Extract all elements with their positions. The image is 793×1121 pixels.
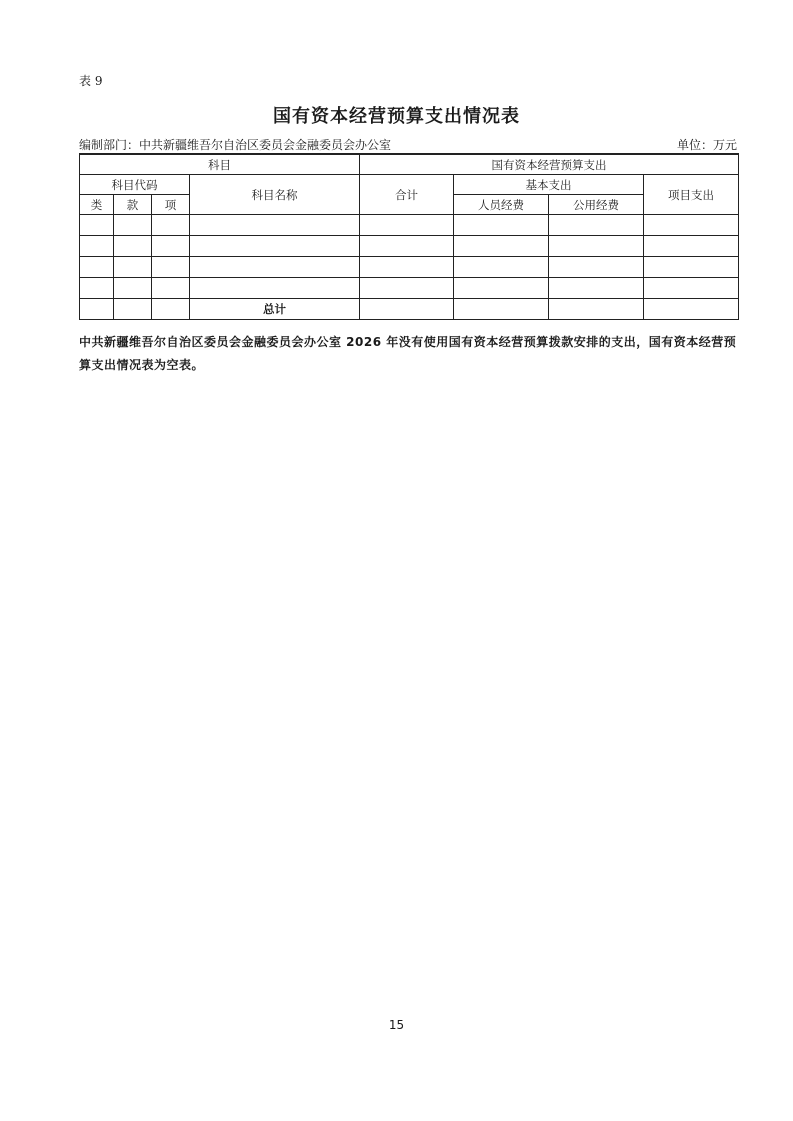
table-cell (549, 299, 644, 320)
table-cell (549, 236, 644, 257)
table-cell (152, 215, 190, 236)
table-row (80, 278, 739, 299)
table-cell (360, 236, 454, 257)
table-cell (80, 215, 114, 236)
header-budget-expenditure: 国有资本经营预算支出 (360, 154, 739, 175)
table-cell (360, 215, 454, 236)
table-cell (80, 257, 114, 278)
header-project-expenditure: 项目支出 (644, 175, 739, 215)
table-row (80, 257, 739, 278)
table-cell (190, 278, 360, 299)
table-cell (360, 257, 454, 278)
table-cell (114, 299, 152, 320)
table-cell (644, 299, 739, 320)
header-subject-name: 科目名称 (190, 175, 360, 215)
table-row (80, 236, 739, 257)
table-cell (80, 236, 114, 257)
header-subject-code: 科目代码 (80, 175, 190, 195)
header-public-cost: 公用经费 (549, 195, 644, 215)
table-cell (644, 257, 739, 278)
table-cell (114, 236, 152, 257)
table-cell (80, 299, 114, 320)
table-cell (549, 278, 644, 299)
header-xiang: 项 (152, 195, 190, 215)
table-cell (454, 215, 549, 236)
total-row (80, 299, 739, 320)
table-cell (114, 278, 152, 299)
table-cell (549, 215, 644, 236)
header-total: 合计 (360, 175, 454, 215)
table-cell (360, 278, 454, 299)
table-cell (114, 257, 152, 278)
department-label: 编制部门：中共新疆维吾尔自治区委员会金融委员会办公室 (79, 138, 392, 152)
table-cell (152, 236, 190, 257)
table-cell (152, 257, 190, 278)
explanatory-note: 中共新疆维吾尔自治区委员会金融委员会办公室 2026 年没有使用国有资本经营预算拨款安排的支出，国有资本经营预算支出情况表为空表。 (79, 335, 737, 372)
budget-table (79, 153, 739, 320)
header-basic-expenditure: 基本支出 (454, 175, 644, 195)
table-cell (549, 257, 644, 278)
table-number: 表 9 (79, 74, 103, 88)
table-cell (454, 278, 549, 299)
page-number: 15 (388, 1018, 405, 1032)
table-cell (114, 215, 152, 236)
header-personnel-cost: 人员经费 (454, 195, 549, 215)
unit-label: 单位：万元 (676, 138, 737, 152)
table-cell (644, 236, 739, 257)
page-title: 国有资本经营预算支出情况表 (273, 106, 520, 127)
table-cell (80, 278, 114, 299)
table-cell (152, 299, 190, 320)
table-cell (644, 215, 739, 236)
table-cell (360, 299, 454, 320)
header-row-1 (80, 154, 739, 175)
table-row (80, 215, 739, 236)
table-cell (190, 236, 360, 257)
total-label: 总计 (190, 299, 360, 320)
header-subject: 科目 (80, 154, 360, 175)
table-cell (152, 278, 190, 299)
table-cell (454, 257, 549, 278)
header-row-2 (80, 175, 739, 195)
header-lei: 类 (80, 195, 114, 215)
table-cell (454, 236, 549, 257)
table-cell (644, 278, 739, 299)
table-cell (190, 257, 360, 278)
table-cell (454, 299, 549, 320)
header-kuan: 款 (114, 195, 152, 215)
table-cell (190, 215, 360, 236)
